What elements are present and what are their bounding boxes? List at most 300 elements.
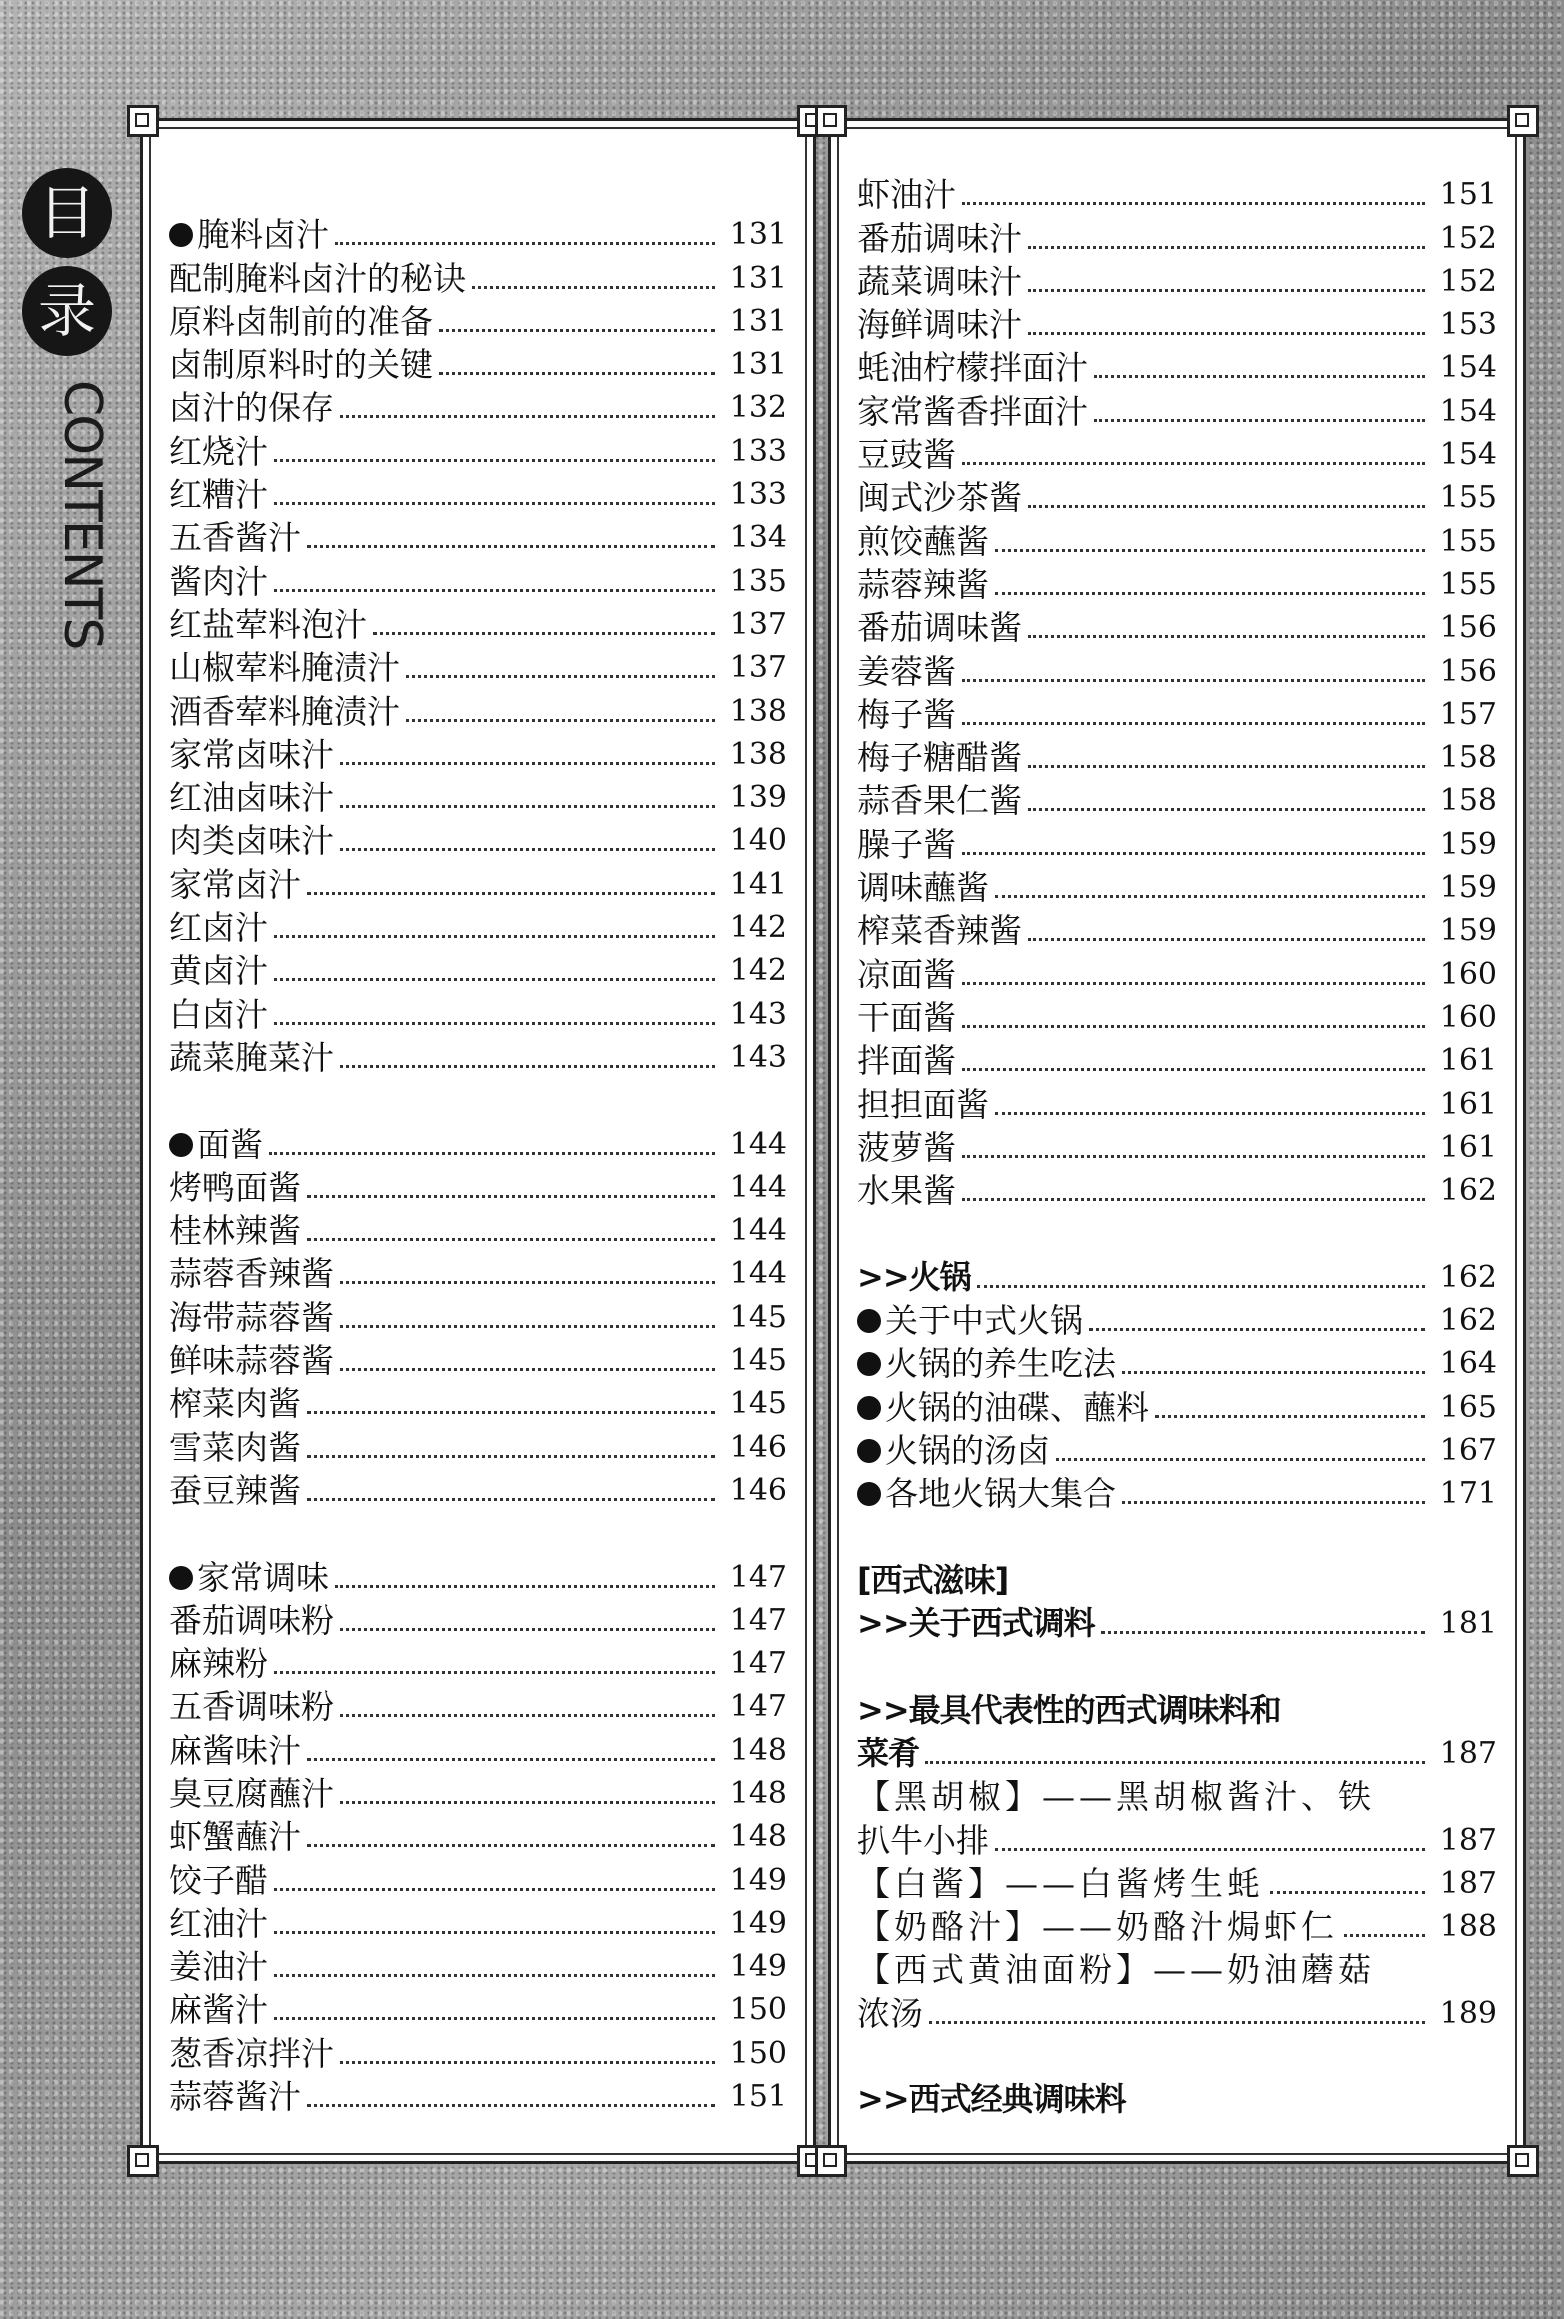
toc-entry-text: 番茄调味汁 xyxy=(857,218,1022,258)
toc-entry-title xyxy=(857,823,956,866)
toc-entry[interactable] xyxy=(857,866,1497,909)
toc-entry[interactable] xyxy=(857,216,1497,259)
toc-entry-page: 148 xyxy=(729,1732,787,1768)
dot-leader xyxy=(1028,505,1425,508)
toc-entry-page: 150 xyxy=(729,2035,787,2071)
toc-entry-page: 138 xyxy=(729,693,787,729)
toc-entry-title xyxy=(857,1169,956,1212)
toc-entry-text: 榨菜肉酱 xyxy=(169,1384,301,1424)
toc-entry-title xyxy=(857,1992,923,2035)
toc-entry-page: 165 xyxy=(1439,1389,1497,1425)
toc-entry-text: 臭豆腐蘸汁 xyxy=(169,1773,334,1813)
toc-entry-page: 161 xyxy=(1439,1086,1497,1122)
toc-entry[interactable] xyxy=(857,260,1497,303)
toc-entry-page: 155 xyxy=(1439,480,1497,516)
dot-leader xyxy=(1094,375,1425,378)
dot-leader xyxy=(340,2061,715,2064)
dot-leader xyxy=(962,462,1425,465)
toc-entry-text: 菜肴 xyxy=(857,1733,920,1772)
toc-entry-title xyxy=(169,516,301,559)
toc-entry[interactable] xyxy=(857,346,1497,389)
dot-leader xyxy=(929,2021,1425,2024)
toc-entry-title xyxy=(857,1386,1149,1429)
toc-entry-title xyxy=(169,1296,334,1339)
toc-entry-text: 肉类卤味汁 xyxy=(169,821,334,861)
toc-entry-title xyxy=(169,1036,334,1079)
toc-entry-title xyxy=(169,949,268,992)
toc-entry-page: 144 xyxy=(729,1126,787,1162)
toc-entry[interactable] xyxy=(169,1988,787,2031)
toc-entry-title xyxy=(857,1689,1281,1732)
toc-entry-title xyxy=(857,1775,1375,1818)
toc-entry-text: 蔬菜腌菜汁 xyxy=(169,1037,334,1077)
toc-entry[interactable] xyxy=(169,559,787,602)
toc-entry-text: 烤鸭面酱 xyxy=(169,1167,301,1207)
toc-entry-title xyxy=(169,1123,263,1166)
toc-entry-title xyxy=(857,476,1022,519)
toc-entry[interactable] xyxy=(857,649,1497,692)
dot-leader xyxy=(1122,1371,1425,1374)
toc-entry[interactable] xyxy=(857,606,1497,649)
toc-entry[interactable] xyxy=(169,1902,787,1945)
dot-leader xyxy=(340,1714,715,1717)
toc-entry[interactable] xyxy=(169,1772,787,1815)
toc-entry-page: 151 xyxy=(1439,177,1497,213)
toc-entry[interactable] xyxy=(857,1559,1497,1602)
toc-entry[interactable] xyxy=(857,433,1497,476)
dot-leader xyxy=(274,589,715,592)
toc-entry[interactable] xyxy=(857,1688,1497,1731)
toc-entry-title xyxy=(169,646,400,689)
dot-leader xyxy=(995,1848,1425,1851)
toc-entry-page: 187 xyxy=(1439,1735,1497,1771)
toc-entry-page: 144 xyxy=(729,1213,787,1249)
toc-entry[interactable] xyxy=(169,1728,787,1771)
toc-entry-text: 海带蒜蓉酱 xyxy=(169,1297,334,1337)
toc-entry[interactable] xyxy=(169,906,787,949)
bullet-icon xyxy=(857,1439,881,1463)
toc-entry-text: 榨菜香辣酱 xyxy=(857,911,1022,951)
toc-entry-title xyxy=(169,473,268,516)
toc-entry[interactable] xyxy=(169,603,787,646)
toc-entry[interactable] xyxy=(169,1122,787,1165)
toc-entry[interactable] xyxy=(169,256,787,299)
dot-leader xyxy=(373,632,715,635)
toc-entry-title xyxy=(857,650,956,693)
toc-entry-title xyxy=(857,390,1088,433)
side-title xyxy=(22,168,114,364)
toc-entry-text: 饺子醋 xyxy=(169,1860,268,1900)
toc-entry[interactable] xyxy=(857,1299,1497,1342)
dot-leader xyxy=(472,286,715,289)
toc-entry-text: [西式滋味] xyxy=(857,1560,1009,1599)
toc-entry-page: 152 xyxy=(1439,263,1497,299)
toc-entry-page: 160 xyxy=(1439,956,1497,992)
toc-spacer xyxy=(857,1212,1497,1255)
toc-entry[interactable] xyxy=(169,1555,787,1598)
toc-entry[interactable] xyxy=(169,2075,787,2118)
dot-leader xyxy=(962,1025,1425,1028)
toc-entry-title xyxy=(169,1902,268,1945)
toc-entry-text: 蚝油柠檬拌面汁 xyxy=(857,348,1088,388)
toc-entry-page: 162 xyxy=(1439,1259,1497,1295)
toc-entry-title xyxy=(857,1039,956,1082)
toc-entry-text: 水果酱 xyxy=(857,1171,956,1211)
toc-entry-title xyxy=(169,993,268,1036)
toc-entry[interactable] xyxy=(857,389,1497,432)
dot-leader xyxy=(274,1888,715,1891)
toc-entry-title xyxy=(169,1252,334,1295)
frame-corner xyxy=(1507,2145,1539,2177)
toc-entry[interactable] xyxy=(169,689,787,732)
toc-entry-page: 143 xyxy=(729,1039,787,1075)
dot-leader xyxy=(1028,332,1425,335)
toc-entry-page: 151 xyxy=(729,2079,787,2115)
toc-entry-text: 【白酱】——白酱烤生蚝 xyxy=(857,1863,1264,1903)
toc-panel-left xyxy=(140,118,816,2164)
toc-entry[interactable] xyxy=(857,952,1497,995)
toc-entry-page: 148 xyxy=(729,1775,787,1811)
toc-entry[interactable] xyxy=(169,1339,787,1382)
toc-entry[interactable] xyxy=(857,2078,1497,2121)
toc-entry[interactable] xyxy=(169,1382,787,1425)
toc-entry-text: 红盐荤料泡汁 xyxy=(169,604,367,644)
toc-entry[interactable] xyxy=(169,386,787,429)
bullet-icon xyxy=(857,1396,881,1420)
toc-entry-page: 131 xyxy=(729,303,787,339)
toc-entry[interactable] xyxy=(169,1642,787,1685)
toc-entry[interactable] xyxy=(857,476,1497,519)
toc-entry-page: 188 xyxy=(1439,1909,1497,1945)
toc-entry-page: 144 xyxy=(729,1256,787,1292)
toc-entry-title xyxy=(169,386,334,429)
dot-leader xyxy=(274,978,715,981)
toc-entry-text: >>西式经典调味料 xyxy=(857,2080,1126,2119)
toc-entry-page: 164 xyxy=(1439,1346,1497,1382)
toc-entry-page: 147 xyxy=(729,1602,787,1638)
toc-entry[interactable] xyxy=(169,733,787,776)
toc-entry[interactable] xyxy=(857,303,1497,346)
toc-entry-page: 157 xyxy=(1439,696,1497,732)
toc-entry[interactable] xyxy=(857,1732,1497,1775)
english-title: CONTENTS xyxy=(52,380,112,649)
toc-entry-title xyxy=(169,560,268,603)
dot-leader xyxy=(995,895,1425,898)
toc-entry[interactable] xyxy=(857,736,1497,779)
toc-entry-page: 138 xyxy=(729,736,787,772)
toc-entry[interactable] xyxy=(169,343,787,386)
toc-entry-title xyxy=(857,2078,1126,2121)
toc-entry-page: 142 xyxy=(729,910,787,946)
toc-entry-text: 五香酱汁 xyxy=(169,518,301,558)
dot-leader xyxy=(340,848,715,851)
toc-entry[interactable] xyxy=(857,1991,1497,2034)
toc-entry[interactable] xyxy=(169,429,787,472)
toc-entry[interactable] xyxy=(169,819,787,862)
toc-entry-text: 卤制原料时的关键 xyxy=(169,345,433,385)
toc-entry-title xyxy=(169,733,334,776)
toc-entry-page: 158 xyxy=(1439,740,1497,776)
dot-leader xyxy=(307,545,715,548)
toc-entry-text: 虾油汁 xyxy=(857,175,956,215)
toc-entry-title xyxy=(857,909,1022,952)
toc-entry-page: 159 xyxy=(1439,870,1497,906)
toc-entry-page: 131 xyxy=(729,217,787,253)
toc-entry-title xyxy=(857,1299,1083,1342)
toc-entry[interactable] xyxy=(857,1342,1497,1385)
toc-entry[interactable] xyxy=(857,563,1497,606)
dot-leader xyxy=(977,1285,1425,1288)
dot-leader xyxy=(307,1844,715,1847)
toc-entry-text: 白卤汁 xyxy=(169,994,268,1034)
toc-entry-text: 葱香凉拌汁 xyxy=(169,2033,334,2073)
dot-leader xyxy=(962,1155,1425,1158)
bullet-icon xyxy=(169,1566,193,1590)
toc-entry-title xyxy=(169,819,334,862)
toc-entry-text: 桂林辣酱 xyxy=(169,1211,301,1251)
toc-entry-text: 姜油汁 xyxy=(169,1947,268,1987)
toc-entry-text: 五香调味粉 xyxy=(169,1687,334,1727)
toc-entry-title xyxy=(857,303,1022,346)
toc-entry-text: 闽式沙茶酱 xyxy=(857,478,1022,518)
toc-entry-text: 红油汁 xyxy=(169,1903,268,1943)
dot-leader xyxy=(962,722,1425,725)
toc-entry[interactable] xyxy=(169,213,787,256)
dot-leader xyxy=(1155,1415,1425,1418)
toc-entry[interactable] xyxy=(857,1126,1497,1169)
toc-entry[interactable] xyxy=(169,300,787,343)
toc-entry-text: 麻酱汁 xyxy=(169,1990,268,2030)
toc-entry-page: 149 xyxy=(729,1905,787,1941)
toc-entry[interactable] xyxy=(169,1166,787,1209)
toc-entry[interactable] xyxy=(169,776,787,819)
dot-leader xyxy=(1028,938,1425,941)
toc-entry-title xyxy=(857,1862,1264,1905)
toc-entry[interactable] xyxy=(169,1252,787,1295)
toc-entry-page: 189 xyxy=(1439,1995,1497,2031)
toc-entry-text: 火锅的油碟、蘸料 xyxy=(885,1387,1149,1427)
toc-entry-text: 麻辣粉 xyxy=(169,1644,268,1684)
dot-leader xyxy=(340,1281,715,1284)
toc-entry[interactable] xyxy=(857,822,1497,865)
toc-entry-text: 山椒荤料腌渍汁 xyxy=(169,648,400,688)
toc-entry-text: 酱肉汁 xyxy=(169,561,268,601)
toc-entry-page: 145 xyxy=(729,1299,787,1335)
toc-entry-text: 调味蘸酱 xyxy=(857,868,989,908)
toc-entry-title xyxy=(169,1729,301,1772)
toc-entry[interactable] xyxy=(169,949,787,992)
toc-entry[interactable] xyxy=(857,1818,1497,1861)
toc-entry[interactable] xyxy=(169,2031,787,2074)
toc-entry[interactable] xyxy=(169,473,787,516)
toc-entry-page: 133 xyxy=(729,477,787,513)
toc-entry-page: 159 xyxy=(1439,826,1497,862)
toc-entry-page: 134 xyxy=(729,520,787,556)
dot-leader xyxy=(335,242,715,245)
toc-entry-page: 159 xyxy=(1439,913,1497,949)
toc-entry[interactable] xyxy=(857,1385,1497,1428)
dot-leader xyxy=(340,415,715,418)
toc-entry-page: 154 xyxy=(1439,437,1497,473)
bullet-icon xyxy=(857,1309,881,1333)
dot-leader xyxy=(995,592,1425,595)
toc-entry-page: 187 xyxy=(1439,1865,1497,1901)
toc-entry-page: 146 xyxy=(729,1429,787,1465)
toc-entry-title xyxy=(169,1642,268,1685)
toc-entry-title xyxy=(169,1209,301,1252)
toc-entry-title xyxy=(169,1556,329,1599)
toc-entry[interactable] xyxy=(857,173,1497,216)
dot-leader xyxy=(1028,289,1425,292)
toc-entry-text: >>火锅 xyxy=(857,1257,971,1296)
toc-entry-text: 蚕豆辣酱 xyxy=(169,1470,301,1510)
dot-leader xyxy=(274,1022,715,1025)
toc-spacer xyxy=(857,1645,1497,1688)
toc-entry-text: 臊子酱 xyxy=(857,824,956,864)
toc-entry[interactable] xyxy=(169,646,787,689)
toc-entry-text: 【黑胡椒】——黑胡椒酱汁、铁 xyxy=(857,1777,1375,1817)
toc-entry-page: 135 xyxy=(729,563,787,599)
bullet-icon xyxy=(169,223,193,247)
toc-entry-page: 148 xyxy=(729,1819,787,1855)
toc-entry-title xyxy=(857,1559,1008,1602)
toc-entry[interactable] xyxy=(169,1685,787,1728)
toc-entry-title xyxy=(857,217,1022,260)
toc-entry-title xyxy=(169,1815,301,1858)
toc-entry[interactable] xyxy=(857,1862,1497,1905)
title-char-lu: 录 xyxy=(22,266,112,356)
toc-entry-page: 137 xyxy=(729,650,787,686)
toc-entry-page: 167 xyxy=(1439,1432,1497,1468)
toc-entry[interactable] xyxy=(857,1948,1497,1991)
toc-entry-text: 蒜香果仁酱 xyxy=(857,781,1022,821)
dot-leader xyxy=(439,329,715,332)
toc-entry-text: 家常卤汁 xyxy=(169,864,301,904)
dot-leader xyxy=(1028,808,1425,811)
toc-entry-text: 菠萝酱 xyxy=(857,1127,956,1167)
toc-entry-page: 160 xyxy=(1439,999,1497,1035)
toc-entry-page: 144 xyxy=(729,1169,787,1205)
toc-entry-title xyxy=(169,343,433,386)
bullet-icon xyxy=(857,1482,881,1506)
toc-entry-title xyxy=(169,300,433,343)
toc-entry-title xyxy=(857,1732,919,1775)
toc-entry[interactable] xyxy=(857,1039,1497,1082)
toc-entry[interactable] xyxy=(169,1036,787,1079)
toc-entry[interactable] xyxy=(169,1815,787,1858)
toc-entry[interactable] xyxy=(169,992,787,1035)
toc-entry-text: 扒牛小排 xyxy=(857,1820,989,1860)
toc-entry-text: >>关于西式调料 xyxy=(857,1604,1095,1643)
toc-entry[interactable] xyxy=(169,1599,787,1642)
toc-entry[interactable] xyxy=(857,519,1497,562)
dot-leader xyxy=(307,1498,715,1501)
toc-entry[interactable] xyxy=(857,1082,1497,1125)
toc-entry-text: 家常卤味汁 xyxy=(169,734,334,774)
toc-entry-title xyxy=(857,1472,1116,1515)
toc-entry-title xyxy=(857,563,989,606)
dot-leader xyxy=(307,1195,715,1198)
toc-entry[interactable] xyxy=(857,1255,1497,1298)
toc-spacer xyxy=(169,1512,787,1555)
dot-leader xyxy=(962,1068,1425,1071)
toc-entry-text: 红烧汁 xyxy=(169,431,268,471)
toc-entry-page: 155 xyxy=(1439,566,1497,602)
toc-entry-text: 虾蟹蘸汁 xyxy=(169,1817,301,1857)
dot-leader xyxy=(340,1628,715,1631)
toc-entry[interactable] xyxy=(169,862,787,905)
bullet-icon xyxy=(169,1133,193,1157)
dot-leader xyxy=(274,935,715,938)
toc-entry[interactable] xyxy=(169,1209,787,1252)
toc-entry-page: 181 xyxy=(1439,1606,1497,1642)
toc-entry-text: 拌面酱 xyxy=(857,1041,956,1081)
toc-entry-page: 155 xyxy=(1439,523,1497,559)
dot-leader xyxy=(274,502,715,505)
toc-entry[interactable] xyxy=(857,1905,1497,1948)
toc-entry-page: 132 xyxy=(729,390,787,426)
dot-leader xyxy=(925,1761,1425,1764)
toc-entry[interactable] xyxy=(857,1472,1497,1515)
dot-leader xyxy=(340,762,715,765)
toc-entry[interactable] xyxy=(857,693,1497,736)
toc-entry[interactable] xyxy=(857,1429,1497,1472)
toc-entry[interactable] xyxy=(857,996,1497,1039)
toc-entry-title xyxy=(857,866,989,909)
toc-entry-page: 147 xyxy=(729,1559,787,1595)
toc-entry[interactable] xyxy=(169,1858,787,1901)
toc-entry-page: 150 xyxy=(729,1992,787,2028)
dot-leader xyxy=(307,2104,715,2107)
toc-entry-title xyxy=(169,906,268,949)
toc-entry[interactable] xyxy=(857,1775,1497,1818)
toc-entry[interactable] xyxy=(169,1425,787,1468)
dot-leader xyxy=(340,805,715,808)
toc-entry-title xyxy=(857,1948,1375,1991)
toc-entry-text: 【西式黄油面粉】——奶油蘑菇 xyxy=(857,1950,1375,1990)
toc-entry-page: 161 xyxy=(1439,1043,1497,1079)
toc-entry-title xyxy=(857,260,1022,303)
toc-entry[interactable] xyxy=(857,1169,1497,1212)
dot-leader xyxy=(274,1974,715,1977)
toc-entry-title xyxy=(169,863,301,906)
dot-leader xyxy=(269,1152,715,1155)
dot-leader xyxy=(340,1325,715,1328)
toc-entry-text: 腌料卤汁 xyxy=(197,215,329,255)
frame-corner xyxy=(127,105,159,137)
toc-entry-page: 154 xyxy=(1439,393,1497,429)
toc-entry-page: 137 xyxy=(729,606,787,642)
toc-entry-title xyxy=(169,2032,334,2075)
toc-entry-title xyxy=(169,1988,268,2031)
dot-leader xyxy=(1101,1631,1425,1634)
toc-entry[interactable] xyxy=(169,1945,787,1988)
dot-leader xyxy=(1122,1501,1425,1504)
toc-entry[interactable] xyxy=(857,779,1497,822)
toc-entry[interactable] xyxy=(857,909,1497,952)
toc-entry[interactable] xyxy=(857,1602,1497,1645)
toc-entry-text: 海鲜调味汁 xyxy=(857,305,1022,345)
toc-entry[interactable] xyxy=(169,516,787,559)
toc-entry-text: 浓汤 xyxy=(857,1993,923,2033)
toc-entry[interactable] xyxy=(169,1295,787,1338)
toc-entry-title xyxy=(169,1339,334,1382)
toc-entry[interactable] xyxy=(169,1469,787,1512)
toc-entry-page: 146 xyxy=(729,1472,787,1508)
dot-leader xyxy=(962,852,1425,855)
toc-entry-title xyxy=(857,1342,1116,1385)
dot-leader xyxy=(962,679,1425,682)
